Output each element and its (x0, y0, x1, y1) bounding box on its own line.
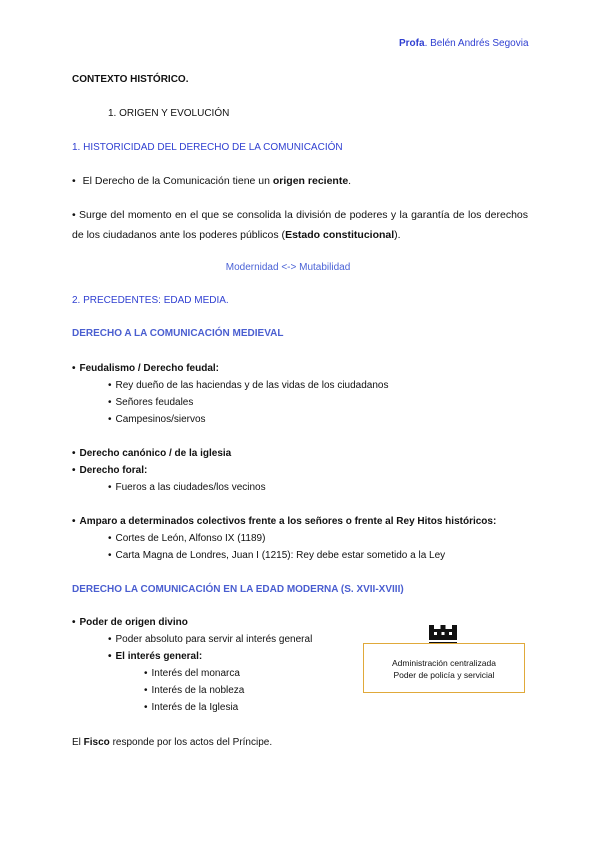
author-header (399, 38, 529, 49)
closing-bold: Fisco (83, 737, 110, 748)
list-item: • Carta Magna de Londres, Juan I (1215): Rey debe estar sometido a la Ley (108, 550, 445, 561)
list-item: • Interés de la Iglesia (144, 702, 238, 713)
closing-line (72, 737, 272, 748)
box-line-1: Administración centralizada (392, 658, 496, 668)
closing-a: El (72, 737, 84, 748)
list-item: • Rey dueño de las haciendas y de las vidas de los ciudadanos (108, 380, 388, 391)
list-item: • Señores feudales (108, 397, 193, 408)
list-item: • Fueros a las ciudades/los vecinos (108, 482, 266, 493)
p2-bold: Estado constitucional (285, 229, 395, 241)
p2-end: ). (394, 229, 401, 241)
admin-box (363, 643, 525, 693)
heading-historicidad: 1. HISTORICIDAD DEL DERECHO DE LA COMUNICACIÓN (72, 142, 343, 153)
bullet-amparo: • Amparo a determinados colectivos frente a los señores o frente al Rey Hitos históricos: (72, 516, 496, 527)
center-text: Modernidad <-> Mutabilidad (225, 262, 351, 273)
p1-text: El Derecho de la Comunicación tiene un (82, 175, 273, 187)
list-item: • El interés general: (108, 651, 202, 662)
section-heading-origen: 1. ORIGEN Y EVOLUCIÓN (108, 108, 230, 119)
p1-end: . (348, 175, 352, 187)
p1-bold: origen reciente (272, 175, 349, 187)
bullet-poder: • Poder de origen divino (72, 617, 188, 628)
author-prefix: Profa (399, 38, 425, 49)
paragraph-surge (72, 205, 528, 245)
box-line-2: Poder de policía y servicial (393, 670, 495, 680)
bullet-feudalismo: • Feudalismo / Derecho feudal: (72, 363, 219, 374)
list-item: • Interés del monarca (144, 668, 240, 679)
paragraph-origen (72, 175, 351, 187)
list-item: • Campesinos/siervos (108, 414, 206, 425)
p2-text: Surge del momento en el que se consolida la división de poderes y la garantía de los derechos de los ciudadanos ante los poderes públicos ( (72, 209, 528, 241)
list-item: • Interés de la nobleza (144, 685, 244, 696)
subheading-moderna: DERECHO LA COMUNICACIÓN EN LA EDAD MODERNA (S. XVII-XVIII) (72, 584, 404, 595)
p2-bullet: • (72, 209, 80, 221)
list-item: • Cortes de León, Alfonso IX (1189) (108, 533, 265, 544)
subheading-medieval: DERECHO A LA COMUNICACIÓN MEDIEVAL (72, 328, 284, 339)
author-name: . Belén Andrés Segovia (424, 38, 529, 49)
bullet-foral: • Derecho foral: (72, 465, 147, 476)
page-title: CONTEXTO HISTÓRICO. (72, 74, 189, 85)
bullet-canonico: • Derecho canónico / de la iglesia (72, 448, 231, 459)
heading-precedentes: 2. PRECEDENTES: EDAD MEDIA. (72, 295, 229, 306)
list-item: • Poder absoluto para servir al interés general (108, 634, 312, 645)
closing-c: responde por los actos del Príncipe. (109, 737, 273, 748)
